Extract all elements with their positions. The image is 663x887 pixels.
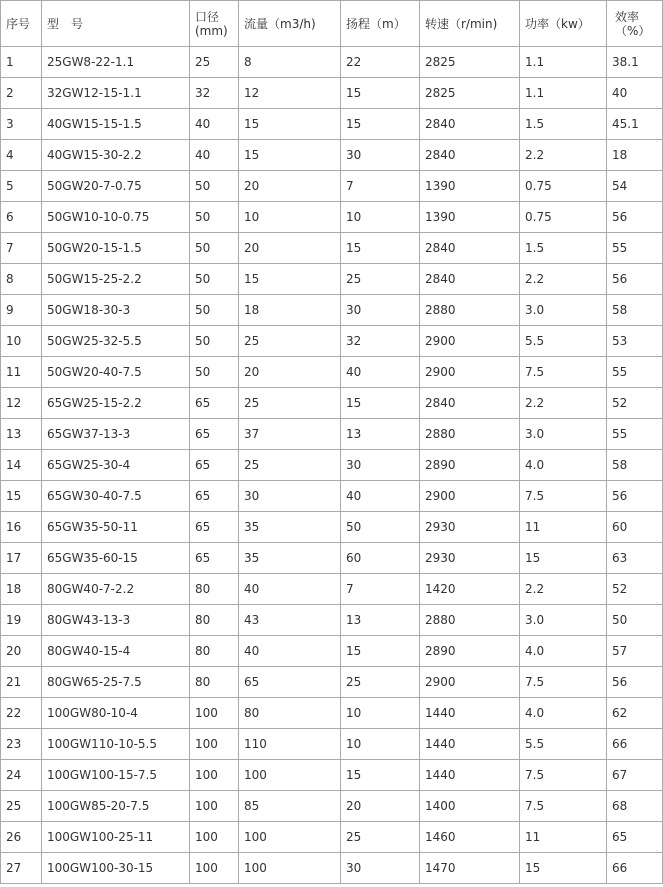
cell-flow: 35 — [239, 512, 341, 543]
cell-power: 1.1 — [520, 78, 607, 109]
cell-efficiency: 60 — [607, 512, 663, 543]
table-row — [1, 853, 663, 884]
cell-model: 80GW40-15-4 — [42, 636, 190, 667]
cell-power: 2.2 — [520, 574, 607, 605]
cell-power: 7.5 — [520, 791, 607, 822]
header-index: 序号 — [1, 1, 42, 47]
header-speed: 转速（r/min) — [420, 1, 520, 47]
cell-head: 15 — [341, 636, 420, 667]
cell-flow: 20 — [239, 233, 341, 264]
cell-caliber: 40 — [190, 140, 239, 171]
table-row — [1, 760, 663, 791]
cell-index: 12 — [1, 388, 42, 419]
cell-speed: 1420 — [420, 574, 520, 605]
cell-flow: 100 — [239, 760, 341, 791]
cell-power: 11 — [520, 512, 607, 543]
table-row — [1, 109, 663, 140]
cell-model: 100GW100-25-11 — [42, 822, 190, 853]
cell-caliber: 65 — [190, 419, 239, 450]
cell-model: 65GW25-15-2.2 — [42, 388, 190, 419]
cell-caliber: 65 — [190, 512, 239, 543]
cell-speed: 1440 — [420, 729, 520, 760]
cell-model: 65GW37-13-3 — [42, 419, 190, 450]
cell-head: 7 — [341, 171, 420, 202]
cell-efficiency: 50 — [607, 605, 663, 636]
cell-caliber: 50 — [190, 295, 239, 326]
cell-speed: 2840 — [420, 233, 520, 264]
header-power: 功率（kw） — [520, 1, 607, 47]
table-row — [1, 791, 663, 822]
cell-caliber: 25 — [190, 47, 239, 78]
cell-power: 7.5 — [520, 667, 607, 698]
table-row — [1, 78, 663, 109]
cell-caliber: 100 — [190, 760, 239, 791]
cell-efficiency: 40 — [607, 78, 663, 109]
table-row — [1, 171, 663, 202]
cell-index: 1 — [1, 47, 42, 78]
cell-caliber: 100 — [190, 853, 239, 884]
cell-caliber: 50 — [190, 264, 239, 295]
cell-head: 32 — [341, 326, 420, 357]
table-row — [1, 357, 663, 388]
cell-index: 2 — [1, 78, 42, 109]
cell-index: 6 — [1, 202, 42, 233]
cell-head: 30 — [341, 450, 420, 481]
cell-speed: 2825 — [420, 78, 520, 109]
cell-model: 65GW25-30-4 — [42, 450, 190, 481]
cell-speed: 2930 — [420, 512, 520, 543]
cell-caliber: 80 — [190, 667, 239, 698]
cell-speed: 2890 — [420, 636, 520, 667]
cell-index: 21 — [1, 667, 42, 698]
cell-power: 7.5 — [520, 481, 607, 512]
cell-flow: 15 — [239, 264, 341, 295]
cell-efficiency: 52 — [607, 574, 663, 605]
cell-index: 24 — [1, 760, 42, 791]
cell-power: 4.0 — [520, 698, 607, 729]
table-row — [1, 698, 663, 729]
cell-speed: 2900 — [420, 357, 520, 388]
table-row — [1, 264, 663, 295]
table-row — [1, 667, 663, 698]
cell-head: 60 — [341, 543, 420, 574]
cell-speed: 1440 — [420, 698, 520, 729]
cell-index: 9 — [1, 295, 42, 326]
cell-head: 22 — [341, 47, 420, 78]
cell-head: 25 — [341, 264, 420, 295]
cell-model: 80GW65-25-7.5 — [42, 667, 190, 698]
header-efficiency-unit: （%） — [615, 23, 651, 38]
cell-head: 30 — [341, 140, 420, 171]
cell-speed: 2880 — [420, 605, 520, 636]
table-row — [1, 233, 663, 264]
cell-speed: 2900 — [420, 481, 520, 512]
cell-power: 2.2 — [520, 388, 607, 419]
cell-index: 11 — [1, 357, 42, 388]
cell-efficiency: 56 — [607, 481, 663, 512]
cell-head: 13 — [341, 605, 420, 636]
header-efficiency — [607, 1, 663, 47]
table-row — [1, 822, 663, 853]
cell-flow: 18 — [239, 295, 341, 326]
header-caliber-unit: (mm) — [195, 23, 228, 38]
cell-caliber: 80 — [190, 574, 239, 605]
table-row — [1, 481, 663, 512]
cell-power: 5.5 — [520, 729, 607, 760]
cell-power: 1.5 — [520, 109, 607, 140]
table-row — [1, 574, 663, 605]
cell-power: 7.5 — [520, 357, 607, 388]
cell-efficiency: 55 — [607, 419, 663, 450]
cell-power: 15 — [520, 853, 607, 884]
cell-model: 50GW25-32-5.5 — [42, 326, 190, 357]
cell-index: 13 — [1, 419, 42, 450]
cell-index: 23 — [1, 729, 42, 760]
cell-index: 27 — [1, 853, 42, 884]
cell-power: 11 — [520, 822, 607, 853]
cell-caliber: 100 — [190, 698, 239, 729]
cell-caliber: 100 — [190, 729, 239, 760]
cell-flow: 15 — [239, 109, 341, 140]
cell-model: 80GW40-7-2.2 — [42, 574, 190, 605]
cell-caliber: 80 — [190, 636, 239, 667]
table-row — [1, 202, 663, 233]
cell-model: 50GW20-7-0.75 — [42, 171, 190, 202]
cell-model: 32GW12-15-1.1 — [42, 78, 190, 109]
cell-model: 25GW8-22-1.1 — [42, 47, 190, 78]
cell-efficiency: 53 — [607, 326, 663, 357]
cell-efficiency: 56 — [607, 202, 663, 233]
cell-power: 1.1 — [520, 47, 607, 78]
cell-flow: 65 — [239, 667, 341, 698]
cell-head: 50 — [341, 512, 420, 543]
cell-head: 13 — [341, 419, 420, 450]
cell-head: 15 — [341, 78, 420, 109]
cell-speed: 2900 — [420, 667, 520, 698]
cell-flow: 20 — [239, 357, 341, 388]
cell-model: 100GW80-10-4 — [42, 698, 190, 729]
cell-power: 4.0 — [520, 450, 607, 481]
header-efficiency-label: 效率 — [615, 9, 640, 24]
table-row — [1, 543, 663, 574]
header-flow: 流量（m3/h) — [239, 1, 341, 47]
cell-head: 10 — [341, 698, 420, 729]
header-head: 扬程（m） — [341, 1, 420, 47]
cell-caliber: 100 — [190, 822, 239, 853]
cell-speed: 1470 — [420, 853, 520, 884]
cell-caliber: 32 — [190, 78, 239, 109]
cell-caliber: 50 — [190, 202, 239, 233]
cell-power: 3.0 — [520, 605, 607, 636]
cell-model: 50GW10-10-0.75 — [42, 202, 190, 233]
cell-power: 7.5 — [520, 760, 607, 791]
cell-flow: 30 — [239, 481, 341, 512]
cell-index: 25 — [1, 791, 42, 822]
cell-index: 4 — [1, 140, 42, 171]
header-caliber — [190, 1, 239, 47]
cell-caliber: 100 — [190, 791, 239, 822]
cell-index: 22 — [1, 698, 42, 729]
cell-index: 20 — [1, 636, 42, 667]
cell-caliber: 50 — [190, 326, 239, 357]
cell-power: 4.0 — [520, 636, 607, 667]
cell-flow: 43 — [239, 605, 341, 636]
cell-model: 50GW18-30-3 — [42, 295, 190, 326]
cell-caliber: 50 — [190, 171, 239, 202]
cell-power: 1.5 — [520, 233, 607, 264]
cell-speed: 2880 — [420, 419, 520, 450]
header-row — [1, 1, 663, 47]
cell-model: 40GW15-30-2.2 — [42, 140, 190, 171]
cell-head: 20 — [341, 791, 420, 822]
cell-efficiency: 62 — [607, 698, 663, 729]
cell-power: 3.0 — [520, 419, 607, 450]
cell-head: 10 — [341, 729, 420, 760]
cell-power: 2.2 — [520, 140, 607, 171]
header-caliber-label: 口径 — [195, 9, 220, 24]
cell-head: 15 — [341, 388, 420, 419]
cell-flow: 12 — [239, 78, 341, 109]
cell-speed: 1460 — [420, 822, 520, 853]
cell-head: 30 — [341, 295, 420, 326]
cell-index: 19 — [1, 605, 42, 636]
cell-speed: 2825 — [420, 47, 520, 78]
cell-index: 10 — [1, 326, 42, 357]
cell-power: 2.2 — [520, 264, 607, 295]
cell-flow: 35 — [239, 543, 341, 574]
cell-head: 25 — [341, 667, 420, 698]
cell-caliber: 40 — [190, 109, 239, 140]
cell-flow: 20 — [239, 171, 341, 202]
cell-efficiency: 38.1 — [607, 47, 663, 78]
cell-model: 100GW100-15-7.5 — [42, 760, 190, 791]
cell-head: 15 — [341, 760, 420, 791]
cell-flow: 25 — [239, 450, 341, 481]
cell-model: 100GW110-10-5.5 — [42, 729, 190, 760]
cell-power: 5.5 — [520, 326, 607, 357]
cell-power: 3.0 — [520, 295, 607, 326]
cell-efficiency: 57 — [607, 636, 663, 667]
cell-flow: 100 — [239, 853, 341, 884]
cell-head: 10 — [341, 202, 420, 233]
cell-efficiency: 55 — [607, 357, 663, 388]
cell-efficiency: 58 — [607, 295, 663, 326]
cell-index: 8 — [1, 264, 42, 295]
table-row — [1, 729, 663, 760]
cell-flow: 25 — [239, 326, 341, 357]
cell-flow: 40 — [239, 636, 341, 667]
cell-speed: 2880 — [420, 295, 520, 326]
cell-efficiency: 67 — [607, 760, 663, 791]
table-row — [1, 636, 663, 667]
table-row — [1, 512, 663, 543]
cell-flow: 85 — [239, 791, 341, 822]
cell-flow: 10 — [239, 202, 341, 233]
cell-caliber: 65 — [190, 450, 239, 481]
cell-speed: 2840 — [420, 140, 520, 171]
cell-index: 5 — [1, 171, 42, 202]
cell-head: 30 — [341, 853, 420, 884]
cell-caliber: 50 — [190, 233, 239, 264]
cell-efficiency: 68 — [607, 791, 663, 822]
cell-efficiency: 55 — [607, 233, 663, 264]
cell-speed: 2840 — [420, 264, 520, 295]
cell-flow: 80 — [239, 698, 341, 729]
cell-efficiency: 65 — [607, 822, 663, 853]
cell-efficiency: 66 — [607, 729, 663, 760]
cell-flow: 8 — [239, 47, 341, 78]
table-row — [1, 450, 663, 481]
cell-index: 18 — [1, 574, 42, 605]
cell-efficiency: 56 — [607, 264, 663, 295]
cell-efficiency: 18 — [607, 140, 663, 171]
cell-index: 7 — [1, 233, 42, 264]
cell-model: 100GW85-20-7.5 — [42, 791, 190, 822]
cell-flow: 110 — [239, 729, 341, 760]
cell-model: 65GW35-50-11 — [42, 512, 190, 543]
cell-model: 50GW20-15-1.5 — [42, 233, 190, 264]
cell-model: 50GW20-40-7.5 — [42, 357, 190, 388]
cell-speed: 1390 — [420, 202, 520, 233]
table-row — [1, 419, 663, 450]
cell-speed: 1400 — [420, 791, 520, 822]
cell-flow: 100 — [239, 822, 341, 853]
cell-efficiency: 63 — [607, 543, 663, 574]
cell-index: 14 — [1, 450, 42, 481]
cell-flow: 40 — [239, 574, 341, 605]
cell-speed: 1390 — [420, 171, 520, 202]
cell-flow: 25 — [239, 388, 341, 419]
cell-model: 80GW43-13-3 — [42, 605, 190, 636]
cell-efficiency: 52 — [607, 388, 663, 419]
cell-efficiency: 54 — [607, 171, 663, 202]
cell-index: 17 — [1, 543, 42, 574]
cell-caliber: 50 — [190, 357, 239, 388]
cell-head: 40 — [341, 481, 420, 512]
table-row — [1, 326, 663, 357]
cell-speed: 2900 — [420, 326, 520, 357]
cell-model: 65GW30-40-7.5 — [42, 481, 190, 512]
table-row — [1, 140, 663, 171]
cell-efficiency: 56 — [607, 667, 663, 698]
cell-efficiency: 58 — [607, 450, 663, 481]
cell-index: 26 — [1, 822, 42, 853]
cell-head: 40 — [341, 357, 420, 388]
cell-caliber: 80 — [190, 605, 239, 636]
cell-power: 0.75 — [520, 171, 607, 202]
cell-efficiency: 45.1 — [607, 109, 663, 140]
cell-power: 15 — [520, 543, 607, 574]
cell-caliber: 65 — [190, 388, 239, 419]
cell-head: 15 — [341, 233, 420, 264]
cell-model: 50GW15-25-2.2 — [42, 264, 190, 295]
cell-speed: 2840 — [420, 109, 520, 140]
cell-head: 15 — [341, 109, 420, 140]
cell-head: 25 — [341, 822, 420, 853]
cell-flow: 15 — [239, 140, 341, 171]
table-row — [1, 47, 663, 78]
cell-model: 100GW100-30-15 — [42, 853, 190, 884]
cell-speed: 2930 — [420, 543, 520, 574]
cell-head: 7 — [341, 574, 420, 605]
table-row — [1, 605, 663, 636]
cell-index: 15 — [1, 481, 42, 512]
cell-model: 40GW15-15-1.5 — [42, 109, 190, 140]
cell-index: 3 — [1, 109, 42, 140]
cell-caliber: 65 — [190, 481, 239, 512]
cell-model: 65GW35-60-15 — [42, 543, 190, 574]
cell-power: 0.75 — [520, 202, 607, 233]
cell-efficiency: 66 — [607, 853, 663, 884]
table-body — [1, 1, 663, 884]
cell-caliber: 65 — [190, 543, 239, 574]
cell-flow: 37 — [239, 419, 341, 450]
cell-speed: 2890 — [420, 450, 520, 481]
cell-speed: 1440 — [420, 760, 520, 791]
cell-index: 16 — [1, 512, 42, 543]
header-model: 型 号 — [42, 1, 190, 47]
table-row — [1, 295, 663, 326]
cell-speed: 2840 — [420, 388, 520, 419]
table-row — [1, 388, 663, 419]
